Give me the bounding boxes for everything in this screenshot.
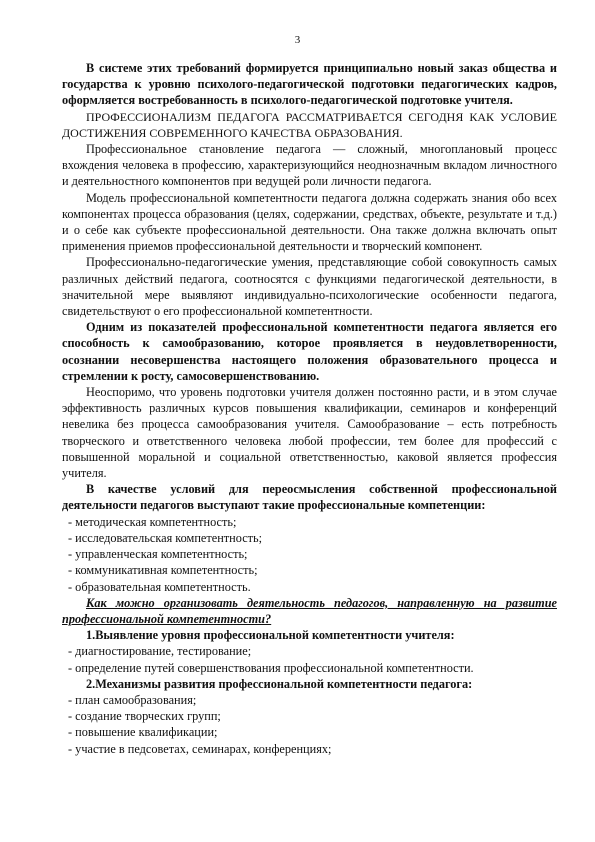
- paragraph-pedagogical-skills: Профессионально-педагогические умения, представляющие собой совокупность самых различных действий педагога, соотносятся с функциями педагогической деятельности, в значительной мере выявляют индивидуально-психологические особенности педагога, свидетельствуют о его профессиональной компетентности.: [62, 255, 557, 319]
- list-item: - методическая компетентность;: [68, 514, 237, 529]
- paragraph-self-education-indicator: Одним из показателей профессиональной компетентности педагога является его способность к самообразованию, которое проявляется в неудовлетворенности, осознании несовершенства настоящего положения образовательного процесса и стремлении к росту, самосовершенствованию.: [62, 320, 557, 383]
- page-content: [62, 60, 557, 757]
- list-item: - участие в педсоветах, семинарах, конференциях;: [68, 741, 332, 756]
- paragraph-self-education: Неоспоримо, что уровень подготовки учителя должен постоянно расти, и в этом случае эффективность различных курсов повышения квалификации, семинаров и конференций невелика без процесса самообразования учителя. Самообразование – есть потребность творческого и ответственного человека любой профессии, тем более для профессий с повышенной моральной и социальной ответственностью, каковой является профессия учителя.: [62, 385, 557, 481]
- list-item: - создание творческих групп;: [68, 709, 221, 724]
- section-1-heading: 1.Выявление уровня профессиональной компетентности учителя:: [86, 628, 455, 643]
- question-heading: Как можно организовать деятельность педагогов, направленную на развитие профессиональной компетентности?: [62, 595, 557, 626]
- list-item: - коммуникативная компетентность;: [68, 563, 258, 578]
- paragraph-professional-formation: Профессиональное становление педагога — сложный, многоплановый процесс вхождения человека в профессию, характеризующийся неоднозначным вкладом личностного и деятельностного компонентов при ведущей роли личности педагога.: [62, 142, 557, 189]
- paragraph-professionalism-caps: ПРОФЕССИОНАЛИЗМ ПЕДАГОГА РАССМАТРИВАЕТСЯ СЕГОДНЯ КАК УСЛОВИЕ ДОСТИЖЕНИЯ СОВРЕМЕННОГО КАЧЕСТВА ОБРАЗОВАНИЯ.: [62, 109, 557, 140]
- list-item: - определение путей совершенствования профессиональной компетентности.: [68, 660, 474, 675]
- page-number: 3: [294, 34, 301, 46]
- list-item: - управленческая компетентность;: [68, 547, 248, 562]
- list-item: - план самообразования;: [68, 692, 197, 707]
- competencies-list: [62, 514, 557, 595]
- paragraph-requirements: В системе этих требований формируется принципиально новый заказ общества и государства к уровню психолого-педагогической подготовки педагогических кадров, оформляется востребованность в психолого-педагогической подготовке учителя.: [62, 61, 557, 108]
- paragraph-competence-model: Модель профессиональной компетентности педагога должна содержать знания обо всех компонентах процесса образования (целях, содержании, средствах, объекте, результате и т.д.) и о себе как субъекте профессиональной деятельности. Она также должна включать опыт применения приемов профессиональной деятельности и творческий компонент.: [62, 190, 557, 254]
- list-item: - образовательная компетентность.: [68, 579, 251, 594]
- section-2-heading: 2.Механизмы развития профессиональной компетентности педагога:: [86, 676, 473, 691]
- list-item: - повышение квалификации;: [68, 725, 218, 740]
- paragraph-conditions: В качестве условий для переосмысления собственной профессиональной деятельности педагогов выступают такие профессиональные компетенции:: [62, 482, 557, 513]
- list-item: - диагностирование, тестирование;: [68, 644, 252, 659]
- list-item: - исследовательская компетентность;: [68, 530, 263, 545]
